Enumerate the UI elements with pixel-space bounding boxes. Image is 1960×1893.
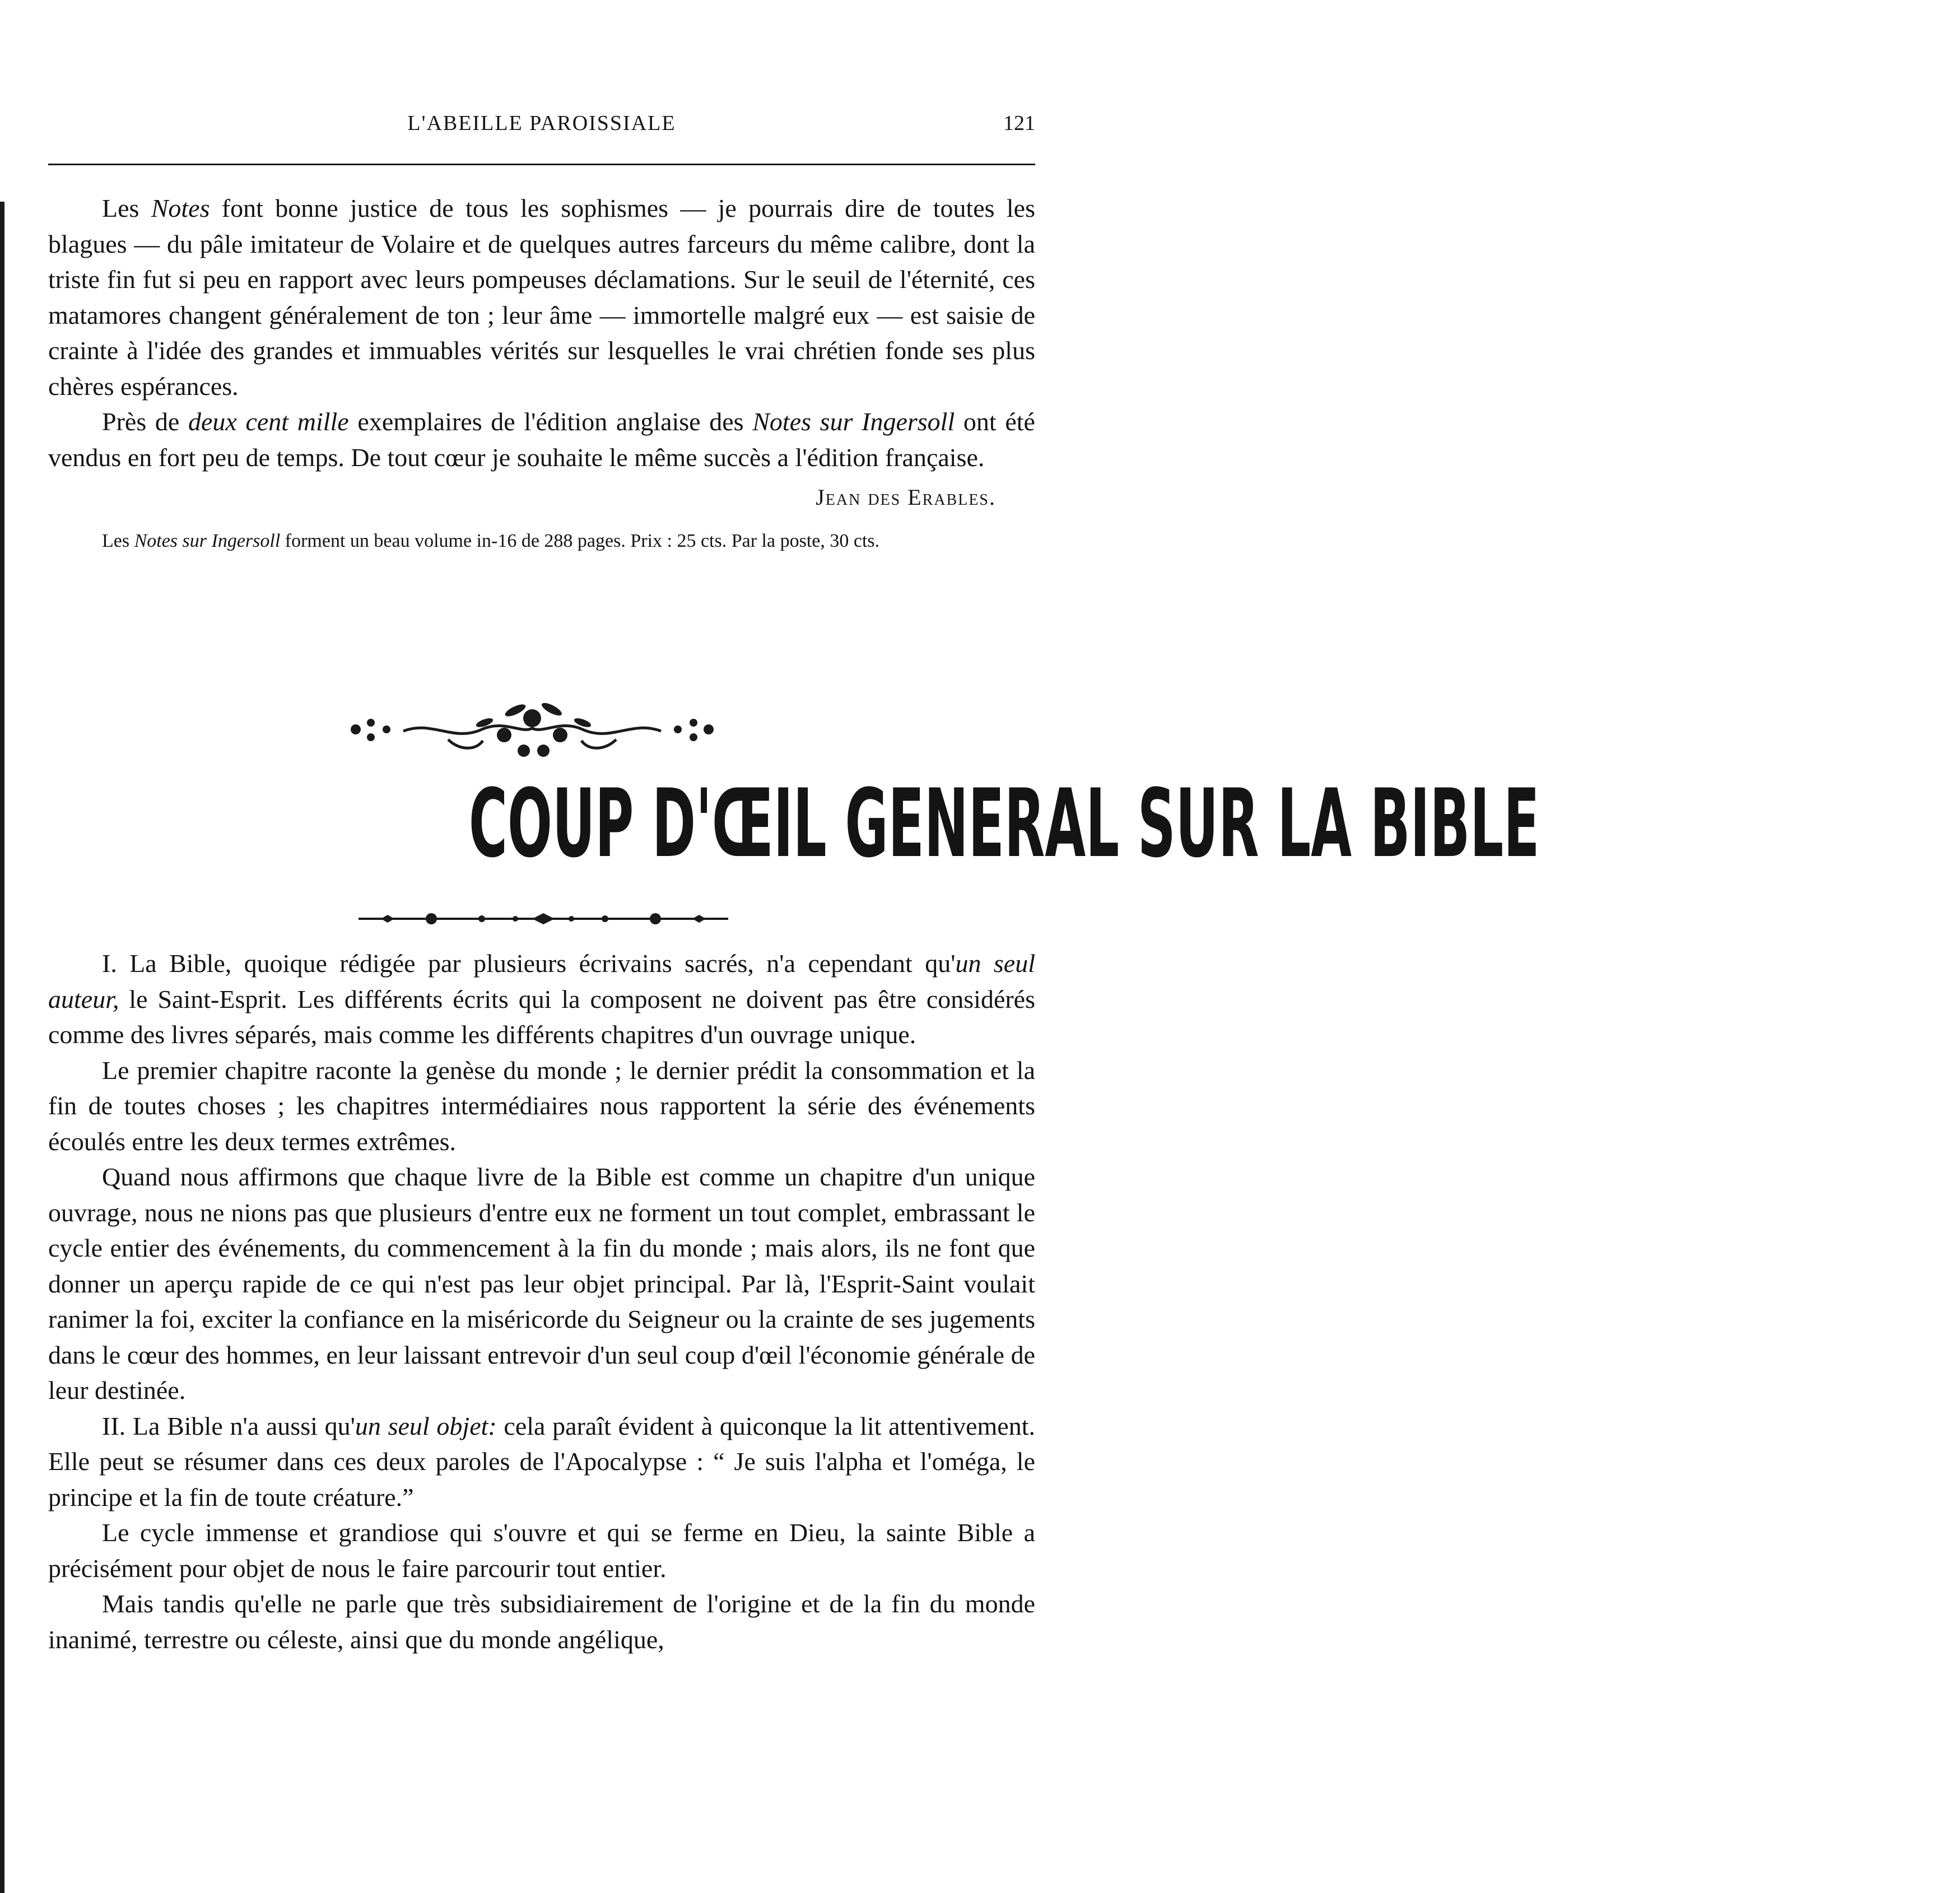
article2-paragraph (48, 1408, 1035, 1515)
header-rule (48, 164, 1035, 165)
text-run: font bonne justice de tous les sophismes — je pourrais dire de toutes les blagues — du pâle imitateur de Volaire et de quelques autres farceurs du même calibre, dont la triste fin fut si peu en rapport avec leurs pompeuses déclamations. Sur le seuil de l'éternité, ces matamores changent généralement de ton ; leur âme — immortelle malgré eux — est saisie de crainte à l'idée des grandes et immuables vérités sur lesquelles le vrai chrétien fonde ses plus chères espérances. (48, 194, 1035, 401)
text-run: Quand nous affirmons que chaque livre de la Bible est comme un chapitre d'un unique ouvrage, nous ne nions pas que plusieurs d'entre eux ne forment un tout complet, embrassant le cycle entier des événements, du commencement à la fin du monde ; mais alors, ils ne font que donner un aperçu rapide de ce qui n'est pas leur objet principal. Par là, l'Esprit-Saint voulait ranimer la foi, exciter la confiance en la miséricorde du Seigneur ou la crainte de ses jugements dans le cœur des hommes, en leur laissant entrevoir d'un seul coup d'œil l'économie générale de leur destinée. (48, 1162, 1035, 1404)
text-run: II. La Bible n'a aussi qu' (102, 1411, 355, 1440)
floral-ornament-icon (336, 695, 728, 768)
page-number: 121 (1003, 111, 1035, 135)
page-edge-line (0, 202, 4, 1893)
text-run: Le premier chapitre raconte la genèse du monde ; le dernier prédit la consommation et la fin de toutes choses ; les chapitres intermédiaires nous rapportent la série des événements écoulés entre les deux termes extrêmes. (48, 1055, 1035, 1156)
article2-paragraph (48, 1053, 1035, 1160)
article1-paragraph (48, 190, 1035, 404)
article2-paragraph (48, 946, 1035, 1053)
text-run: Près de (102, 407, 188, 436)
text-run: Le cycle immense et grandiose qui s'ouvre et qui se ferme en Dieu, la sainte Bible a précisément pour objet de nous le faire parcourir tout entier. (48, 1518, 1035, 1583)
book-price-note (48, 527, 1035, 555)
article2-paragraph (48, 1586, 1035, 1657)
italic-text: un seul auteur, (48, 949, 1036, 1013)
article-title (48, 769, 1540, 878)
text-run: I. La Bible, quoique rédigée par plusieurs écrivains sacrés, n'a cependant qu' (102, 949, 956, 978)
text-run: cela paraît évident à quiconque la lit attentivement. Elle peut se résumer dans ces deux paroles de l'Apocalypse : “ Je suis l'alpha et l'oméga, le principe et la fin de toute créature.” (48, 1411, 1035, 1511)
text-run: le Saint-Esprit. Les différents écrits qui la composent ne doivent pas être considérés comme des livres séparés, mais comme les différents chapitres d'un ouvrage unique. (48, 984, 1035, 1049)
italic-text: un seul objet: (355, 1411, 497, 1440)
text-run: Mais tandis qu'elle ne parle que très subsidiairement de l'origine et de la fin du monde inanimé, terrestre ou céleste, ainsi que du monde angélique, (48, 1589, 1035, 1654)
text-run: ont été vendus en fort peu de temps. De tout cœur je souhaite le même succès a l'édition française. (48, 407, 1035, 472)
text-run: exemplaires de l'édition anglaise des (348, 407, 753, 436)
article-2-body (48, 946, 1035, 1657)
author-signature: Jean des Erables. (816, 485, 996, 510)
italic-text: Notes (151, 194, 210, 222)
italic-text: Notes sur Ingersoll (134, 531, 281, 551)
article2-paragraph (48, 1159, 1035, 1408)
text-run: Les (102, 531, 134, 551)
text-run: Les (102, 194, 151, 222)
article-1 (48, 190, 1035, 555)
article1-paragraph (48, 404, 1035, 475)
text-run: forment un beau volume in-16 de 288 pages. Prix : 25 cts. Par la poste, 30 cts. (280, 531, 880, 551)
italic-text: Notes sur Ingersoll (752, 407, 955, 436)
running-header (48, 111, 1035, 145)
running-title: L'ABEILLE PAROISSIALE (407, 111, 676, 135)
article2-paragraph (48, 1515, 1035, 1586)
ornamental-divider-icon (347, 908, 739, 930)
italic-text: deux cent mille (188, 407, 349, 436)
article-title-text: COUP D'ŒIL GENERAL SUR LA BIBLE (468, 769, 1540, 878)
